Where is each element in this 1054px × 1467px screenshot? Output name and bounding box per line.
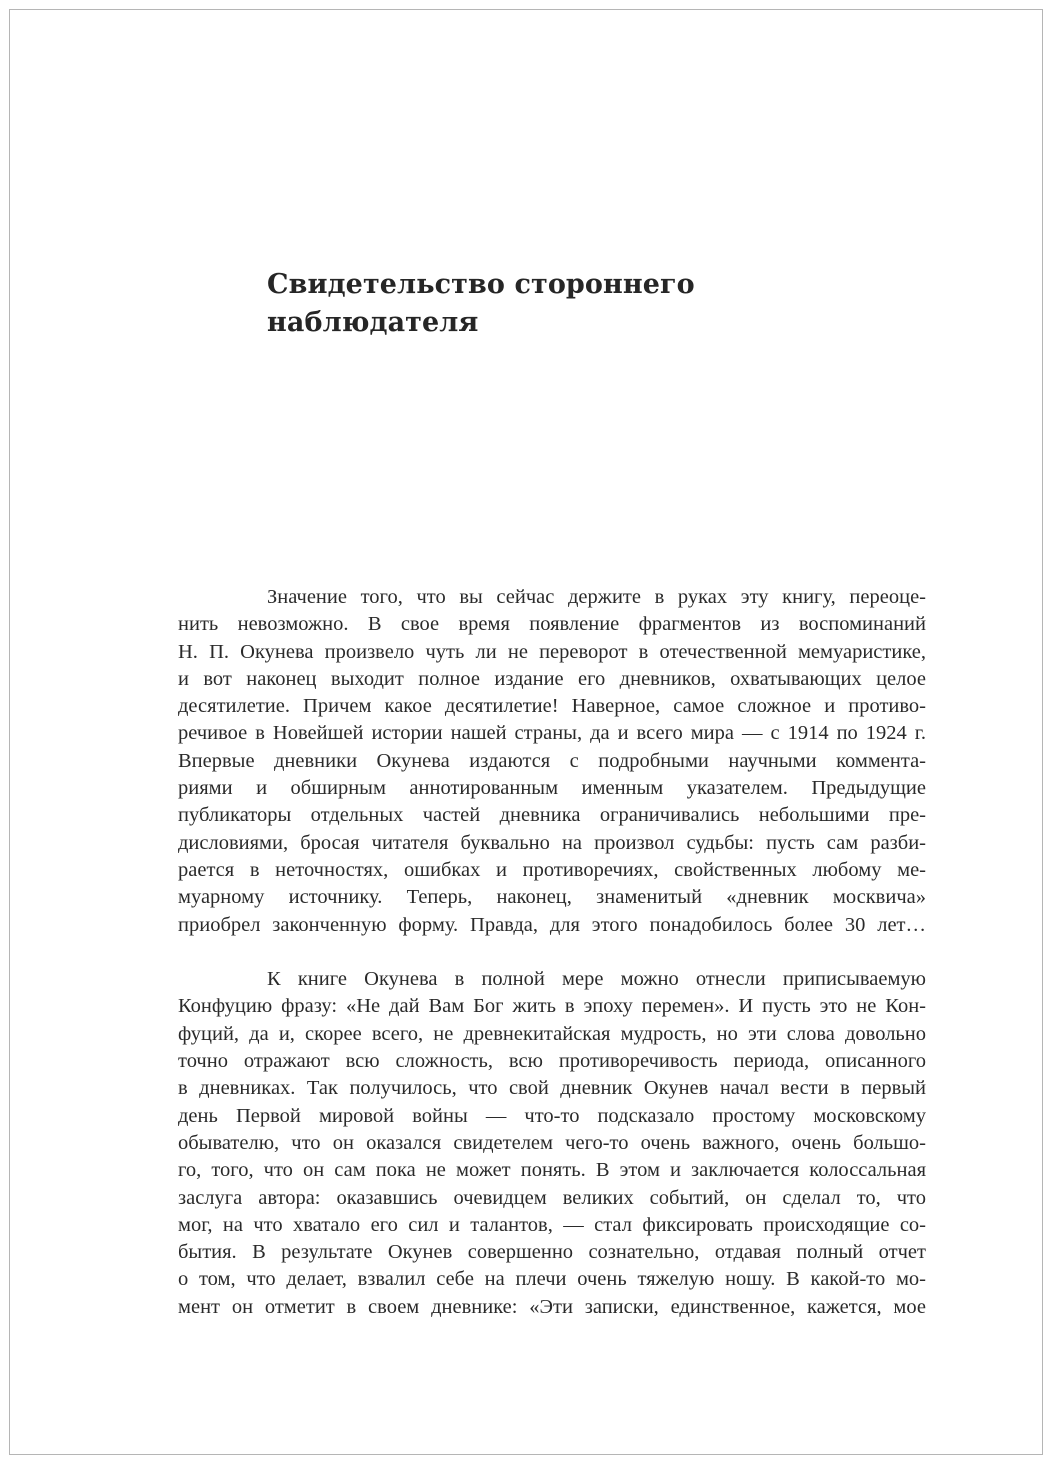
text-line: Конфуцию фразу: «Не дай Вам Бог жить в эпоху перемен». И пусть это не Кон-	[178, 995, 926, 1018]
text-line: мент он отметит в своем дневнике: «Эти записки, единственное, кажется, мое	[178, 1295, 926, 1318]
text-line: речивое в Новейшей истории нашей страны, да и всего мира — с 1914 по 1924 г.	[178, 722, 926, 745]
paragraph-1	[178, 584, 926, 939]
text-line: нить невозможно. В свое время появление фрагментов из воспоминаний	[178, 613, 926, 636]
text-line: бытия. В результате Окунев совершенно сознательно, отдавая полный отчет	[178, 1241, 926, 1264]
chapter-title-line-2: наблюдателя	[267, 307, 479, 338]
chapter-title	[267, 266, 867, 342]
text-line: день Первой мировой войны — что-то подсказало простому московскому	[178, 1104, 926, 1127]
text-line: го, того, что он сам пока не может понять. В этом и заключается колоссальная	[178, 1159, 926, 1182]
chapter-title-line-1: Свидетельство стороннего	[267, 269, 695, 300]
text-line: дисловиями, бросая читателя буквально на произвол судьбы: пусть сам разби-	[178, 831, 926, 854]
text-line: муарному источнику. Теперь, наконец, знаменитый «дневник москвича»	[178, 886, 926, 909]
text-line: десятилетие. Причем какое десятилетие! Наверное, самое сложное и противо-	[178, 695, 926, 718]
body-text	[178, 584, 926, 1321]
text-line: фуций, да и, скорее всего, не древнекитайская мудрость, но эти слова довольно	[178, 1022, 926, 1045]
text-line: и вот наконец выходит полное издание его дневников, охватывающих целое	[178, 667, 926, 690]
text-line: публикаторы отдельных частей дневника ограничивались небольшими пре-	[178, 804, 926, 827]
text-line: Н. П. Окунева произвело чуть ли не переворот в отечественной мемуаристике,	[178, 640, 926, 663]
text-line: К книге Окунева в полной мере можно отнесли приписываемую	[267, 968, 926, 991]
text-line: о том, что делает, взвалил себе на плечи очень тяжелую ношу. В какой-то мо-	[178, 1268, 926, 1291]
text-line: рается в неточностях, ошибках и противоречиях, свойственных любому ме-	[178, 858, 926, 881]
text-line: мог, на что хватало его сил и талантов, — стал фиксировать происходящие со-	[178, 1213, 926, 1236]
text-line: Впервые дневники Окунева издаются с подробными научными коммента-	[178, 749, 926, 772]
text-line: Значение того, что вы сейчас держите в руках эту книгу, переоце-	[267, 586, 926, 608]
paragraph-gap	[178, 939, 926, 966]
paragraph-2	[178, 966, 926, 1321]
text-line: заслуга автора: оказавшись очевидцем великих событий, он сделал то, что	[178, 1186, 926, 1209]
text-line: риями и обширным аннотированным именным указателем. Предыдущие	[178, 777, 926, 800]
text-line: точно отражают всю сложность, всю противоречивость периода, описанного	[178, 1050, 926, 1073]
text-line: приобрел законченную форму. Правда, для этого понадобилось более 30 лет…	[178, 913, 926, 936]
text-line: в дневниках. Так получилось, что свой дневник Окунев начал вести в первый	[178, 1077, 926, 1100]
text-line: обывателю, что он оказался свидетелем чего-то очень важного, очень большо-	[178, 1131, 926, 1154]
